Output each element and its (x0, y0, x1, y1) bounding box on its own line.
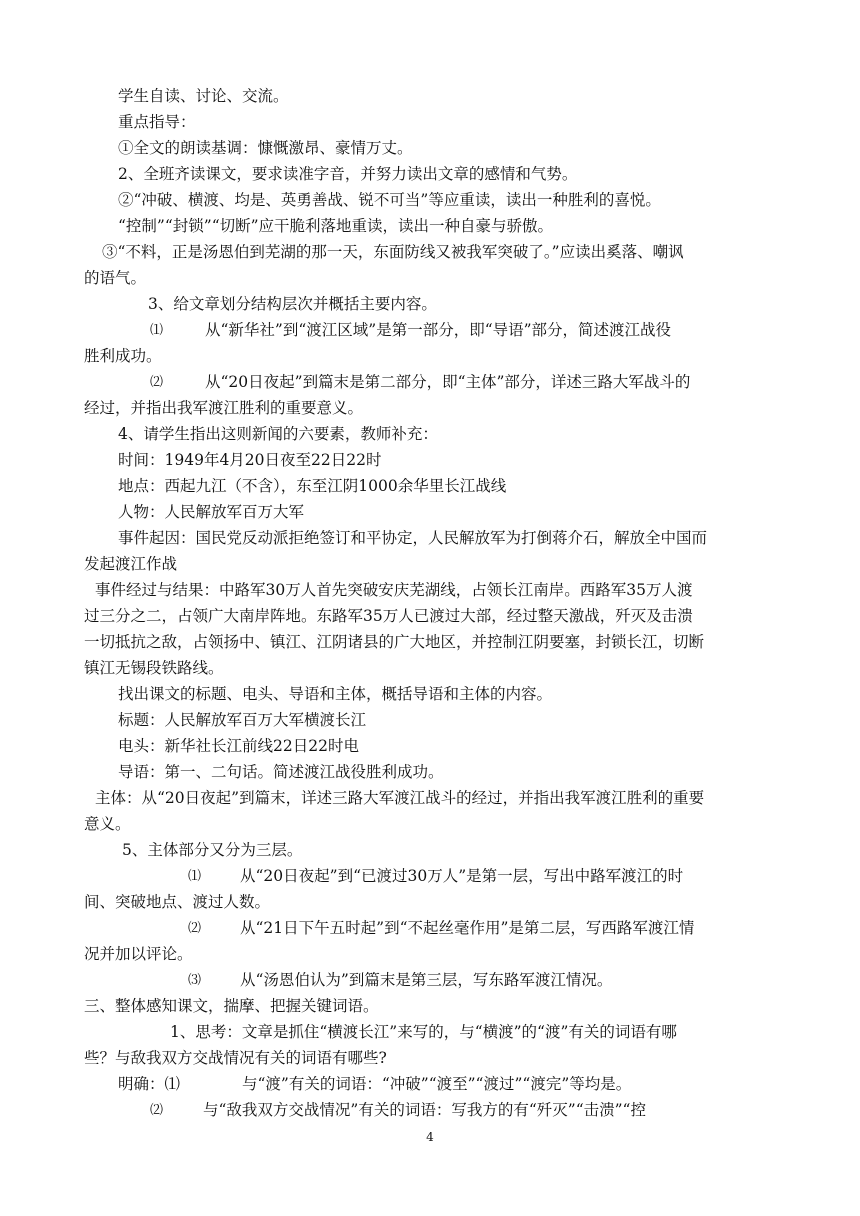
text-line: 镇江无锡段铁路线。 (84, 659, 224, 677)
text-line: 事件经过与结果：中路军30万人首先突破安庆芜湖线，占领长江南岸。西路军35万人渡 (95, 581, 693, 599)
text-line: 主体：从“20日夜起”到篇末，详述三路大军渡江战斗的经过，并指出我军渡江胜利的重要 (95, 789, 705, 807)
text-line: 的语气。 (84, 269, 147, 287)
text-line: 找出课文的标题、电头、导语和主体，概括导语和主体的内容。 (118, 685, 553, 703)
text-line: 发起渡江作战 (84, 555, 178, 573)
text-line: 从“21日下午五时起”到“不起丝毫作用”是第二层，写西路军渡江情 (240, 919, 695, 937)
text-line: ②“冲破、横渡、均是、英勇善战、锐不可当”等应重读，读出一种胜利的喜悦。 (118, 191, 661, 209)
text-line: 从“20日夜起”到“已渡过30万人”是第一层，写出中路军渡江的时 (240, 867, 684, 885)
text-line: 4、请学生指出这则新闻的六要素，教师补充： (118, 425, 438, 443)
text-line: 一切抵抗之敌，占领扬中、镇江、江阴诸县的广大地区，并控制江阴要塞，封锁长江，切断 (84, 633, 705, 651)
text-line: 从“20日夜起”到篇末是第二部分，即“主体”部分，详述三路大军战斗的 (205, 373, 691, 391)
list-marker: ⑵ (150, 375, 164, 390)
text-line: 重点指导： (118, 113, 196, 131)
list-marker: ⑴ (150, 323, 164, 338)
text-line: 电头：新华社长江前线22日22时电 (118, 737, 359, 755)
list-marker: ⑴ (188, 869, 202, 884)
list-marker: ⑵ (150, 1103, 164, 1118)
text-line: 地点：西起九江（不含），东至江阴1000余华里长江战线 (118, 477, 507, 495)
text-line: 从“新华社”到“渡江区域”是第一部分，即“导语”部分，简述渡江战役 (205, 321, 672, 339)
text-line: 间、突破地点、渡过人数。 (84, 893, 271, 911)
text-line: 况并加以评论。 (84, 945, 193, 963)
section-heading: 三、整体感知课文，揣摩、把握关键词语。 (84, 997, 379, 1015)
text-line: 人物：人民解放军百万大军 (118, 503, 305, 521)
text-line: 5、主体部分又分为三层。 (122, 841, 303, 859)
text-line: 1、思考：文章是抓住“横渡长江”来写的，与“横渡”的“渡”有关的词语有哪 (170, 1023, 677, 1041)
text-line: ③“不料，正是汤恩伯到芜湖的那一天，东面防线又被我军突破了。”应读出奚落、嘲讽 (102, 243, 684, 261)
text-line: 时间：1949年4月20日夜至22日22时 (118, 451, 382, 469)
text-line: 胜利成功。 (84, 347, 162, 365)
text-line: 标题：人民解放军百万大军横渡长江 (118, 711, 367, 729)
text-line: 从“汤恩伯认为”到篇末是第三层，写东路军渡江情况。 (240, 971, 613, 989)
text-line: 意义。 (84, 815, 131, 833)
text-line: 3、给文章划分结构层次并概括主要内容。 (148, 295, 437, 313)
text-line: 事件起因：国民党反动派拒绝签订和平协定，人民解放军为打倒蒋介石，解放全中国而 (118, 529, 708, 547)
text-line: 过三分之二，占领广大南岸阵地。东路军35万人已渡过大部，经过整天激战，歼灭及击溃 (84, 607, 693, 625)
text-line: 2、全班齐读课文，要求读准字音，并努力读出文章的感情和气势。 (118, 165, 578, 183)
text-line: 经过，并指出我军渡江胜利的重要意义。 (84, 399, 364, 417)
text-line: 些？与敌我双方交战情况有关的词语有哪些? (84, 1049, 387, 1067)
list-marker: ⑶ (188, 973, 202, 988)
text-line: 导语：第一、二句话。简述渡江战役胜利成功。 (118, 763, 444, 781)
text-line: 明确：⑴ (118, 1075, 181, 1093)
text-line: 学生自读、讨论、交流。 (118, 87, 289, 105)
text-line: 与“渡”有关的词语：“冲破”“渡至”“渡过”“渡完”等均是。 (242, 1075, 632, 1093)
text-line: ①全文的朗读基调：慷慨激昂、豪情万丈。 (118, 139, 413, 157)
text-line: “控制”“封锁”“切断”应干脆利落地重读，读出一种自豪与骄傲。 (118, 217, 554, 235)
page-number: 4 (426, 1130, 434, 1144)
text-line: 与“敌我双方交战情况”有关的词语：写我方的有“歼灭”“击溃”“控 (203, 1101, 646, 1119)
list-marker: ⑵ (188, 921, 202, 936)
